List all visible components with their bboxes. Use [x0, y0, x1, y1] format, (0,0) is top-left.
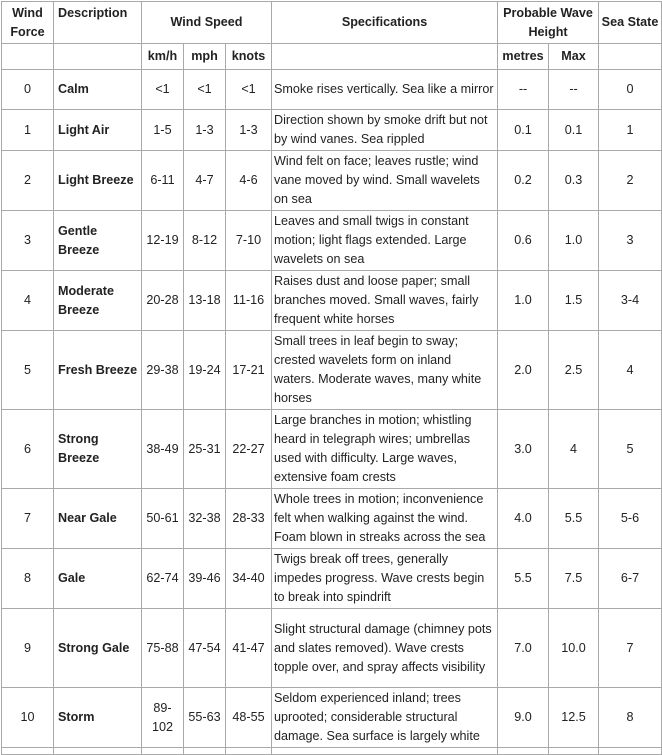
header-wind-force: Wind Force [2, 2, 54, 44]
table-row [2, 110, 662, 151]
metres-cell: 7.0 [498, 609, 549, 688]
specification-cell: Seldom experienced inland; trees uprooted; considerable structural damage. Sea surface is largely white [272, 688, 498, 748]
description-cell: Calm [54, 70, 142, 110]
specification-cell: Whole trees in motion; inconvenience felt when walking against the wind. Foam blown in streaks across the sea [272, 489, 498, 549]
kmh-cell: 29-38 [142, 331, 184, 410]
mph-cell: 32-38 [184, 489, 226, 549]
empty-cell [498, 748, 549, 755]
wind-force-cell: 0 [2, 70, 54, 110]
description-cell: Strong Gale [54, 609, 142, 688]
max-cell: 0.3 [549, 151, 599, 211]
subheader-empty [272, 44, 498, 70]
sea-state-cell: 7 [599, 609, 662, 688]
metres-cell: 0.1 [498, 110, 549, 151]
specification-cell: Smoke rises vertically. Sea like a mirror [272, 70, 498, 110]
sea-state-cell: 3-4 [599, 271, 662, 331]
empty-cell [184, 748, 226, 755]
empty-cell [599, 748, 662, 755]
subheader-empty [599, 44, 662, 70]
knots-cell: 4-6 [226, 151, 272, 211]
wind-force-cell: 10 [2, 688, 54, 748]
table-row-cutoff [2, 748, 662, 755]
knots-cell: 48-55 [226, 688, 272, 748]
kmh-cell: 62-74 [142, 549, 184, 609]
description-cell: Fresh Breeze [54, 331, 142, 410]
specification-cell: Small trees in leaf begin to sway; crested wavelets form on inland waters. Moderate waves, many white horses [272, 331, 498, 410]
metres-cell: 3.0 [498, 410, 549, 489]
metres-cell: 9.0 [498, 688, 549, 748]
specification-cell: Large branches in motion; whistling heard in telegraph wires; umbrellas used with difficulty. Large waves, extensive foam crests [272, 410, 498, 489]
kmh-cell: 6-11 [142, 151, 184, 211]
metres-cell: 0.2 [498, 151, 549, 211]
empty-cell [54, 748, 142, 755]
description-cell: Storm [54, 688, 142, 748]
max-cell: 10.0 [549, 609, 599, 688]
table-row [2, 549, 662, 609]
mph-cell: <1 [184, 70, 226, 110]
specification-cell: Direction shown by smoke drift but not by wind vanes. Sea rippled [272, 110, 498, 151]
max-cell: 5.5 [549, 489, 599, 549]
max-cell: 2.5 [549, 331, 599, 410]
kmh-cell: 1-5 [142, 110, 184, 151]
sea-state-cell: 1 [599, 110, 662, 151]
sea-state-cell: 0 [599, 70, 662, 110]
metres-cell: -- [498, 70, 549, 110]
subheader-kmh: km/h [142, 44, 184, 70]
knots-cell: 41-47 [226, 609, 272, 688]
table-row [2, 331, 662, 410]
table-row [2, 271, 662, 331]
knots-cell: 17-21 [226, 331, 272, 410]
description-cell: Light Air [54, 110, 142, 151]
max-cell: 12.5 [549, 688, 599, 748]
sea-state-cell: 8 [599, 688, 662, 748]
subheader-max: Max [549, 44, 599, 70]
sea-state-cell: 4 [599, 331, 662, 410]
kmh-cell: 20-28 [142, 271, 184, 331]
knots-cell: 22-27 [226, 410, 272, 489]
sea-state-cell: 2 [599, 151, 662, 211]
max-cell: -- [549, 70, 599, 110]
wind-force-cell: 3 [2, 211, 54, 271]
specification-cell: Slight structural damage (chimney pots and slates removed). Wave crests topple over, and spray affects visibility [272, 609, 498, 688]
description-cell: Moderate Breeze [54, 271, 142, 331]
knots-cell: 34-40 [226, 549, 272, 609]
subheader-empty [54, 44, 142, 70]
mph-cell: 25-31 [184, 410, 226, 489]
sea-state-cell: 3 [599, 211, 662, 271]
metres-cell: 5.5 [498, 549, 549, 609]
kmh-cell: 89-102 [142, 688, 184, 748]
header-sea-state: Sea State [599, 2, 662, 44]
wind-force-cell: 8 [2, 549, 54, 609]
table-row [2, 489, 662, 549]
wind-force-cell: 5 [2, 331, 54, 410]
table-row [2, 609, 662, 688]
empty-cell [226, 748, 272, 755]
max-cell: 1.0 [549, 211, 599, 271]
knots-cell: 28-33 [226, 489, 272, 549]
wind-force-cell: 6 [2, 410, 54, 489]
kmh-cell: 12-19 [142, 211, 184, 271]
max-cell: 4 [549, 410, 599, 489]
mph-cell: 55-63 [184, 688, 226, 748]
mph-cell: 1-3 [184, 110, 226, 151]
wind-force-cell: 4 [2, 271, 54, 331]
description-cell: Near Gale [54, 489, 142, 549]
subheader-metres: metres [498, 44, 549, 70]
wind-force-cell: 7 [2, 489, 54, 549]
empty-cell [2, 748, 54, 755]
metres-cell: 4.0 [498, 489, 549, 549]
metres-cell: 0.6 [498, 211, 549, 271]
table-row [2, 70, 662, 110]
table-row [2, 211, 662, 271]
metres-cell: 2.0 [498, 331, 549, 410]
knots-cell: <1 [226, 70, 272, 110]
knots-cell: 1-3 [226, 110, 272, 151]
max-cell: 0.1 [549, 110, 599, 151]
kmh-cell: <1 [142, 70, 184, 110]
subheader-mph: mph [184, 44, 226, 70]
specification-cell: Wind felt on face; leaves rustle; wind vane moved by wind. Small wavelets on sea [272, 151, 498, 211]
mph-cell: 47-54 [184, 609, 226, 688]
header-description: Description [54, 2, 142, 44]
description-cell: Light Breeze [54, 151, 142, 211]
mph-cell: 4-7 [184, 151, 226, 211]
metres-cell: 1.0 [498, 271, 549, 331]
specification-cell: Twigs break off trees, generally impedes progress. Wave crests begin to break into spindrift [272, 549, 498, 609]
mph-cell: 13-18 [184, 271, 226, 331]
wind-force-cell: 2 [2, 151, 54, 211]
table-row [2, 688, 662, 748]
sea-state-cell: 5-6 [599, 489, 662, 549]
sea-state-cell: 6-7 [599, 549, 662, 609]
mph-cell: 19-24 [184, 331, 226, 410]
subheader-knots: knots [226, 44, 272, 70]
empty-cell [142, 748, 184, 755]
empty-cell [549, 748, 599, 755]
header-wave-height: Probable Wave Height [498, 2, 599, 44]
description-cell: Gale [54, 549, 142, 609]
subheader-empty [2, 44, 54, 70]
mph-cell: 39-46 [184, 549, 226, 609]
table-row [2, 410, 662, 489]
empty-cell [272, 748, 498, 755]
kmh-cell: 38-49 [142, 410, 184, 489]
header-specifications: Specifications [272, 2, 498, 44]
mph-cell: 8-12 [184, 211, 226, 271]
table-row [2, 151, 662, 211]
wind-force-cell: 9 [2, 609, 54, 688]
description-cell: Strong Breeze [54, 410, 142, 489]
knots-cell: 11-16 [226, 271, 272, 331]
header-wind-speed: Wind Speed [142, 2, 272, 44]
wind-force-cell: 1 [2, 110, 54, 151]
specification-cell: Raises dust and loose paper; small branches moved. Small waves, fairly frequent white horses [272, 271, 498, 331]
specification-cell: Leaves and small twigs in constant motion; light flags extended. Large wavelets on sea [272, 211, 498, 271]
description-cell: Gentle Breeze [54, 211, 142, 271]
max-cell: 1.5 [549, 271, 599, 331]
max-cell: 7.5 [549, 549, 599, 609]
kmh-cell: 75-88 [142, 609, 184, 688]
knots-cell: 7-10 [226, 211, 272, 271]
beaufort-table [1, 1, 662, 755]
kmh-cell: 50-61 [142, 489, 184, 549]
sea-state-cell: 5 [599, 410, 662, 489]
